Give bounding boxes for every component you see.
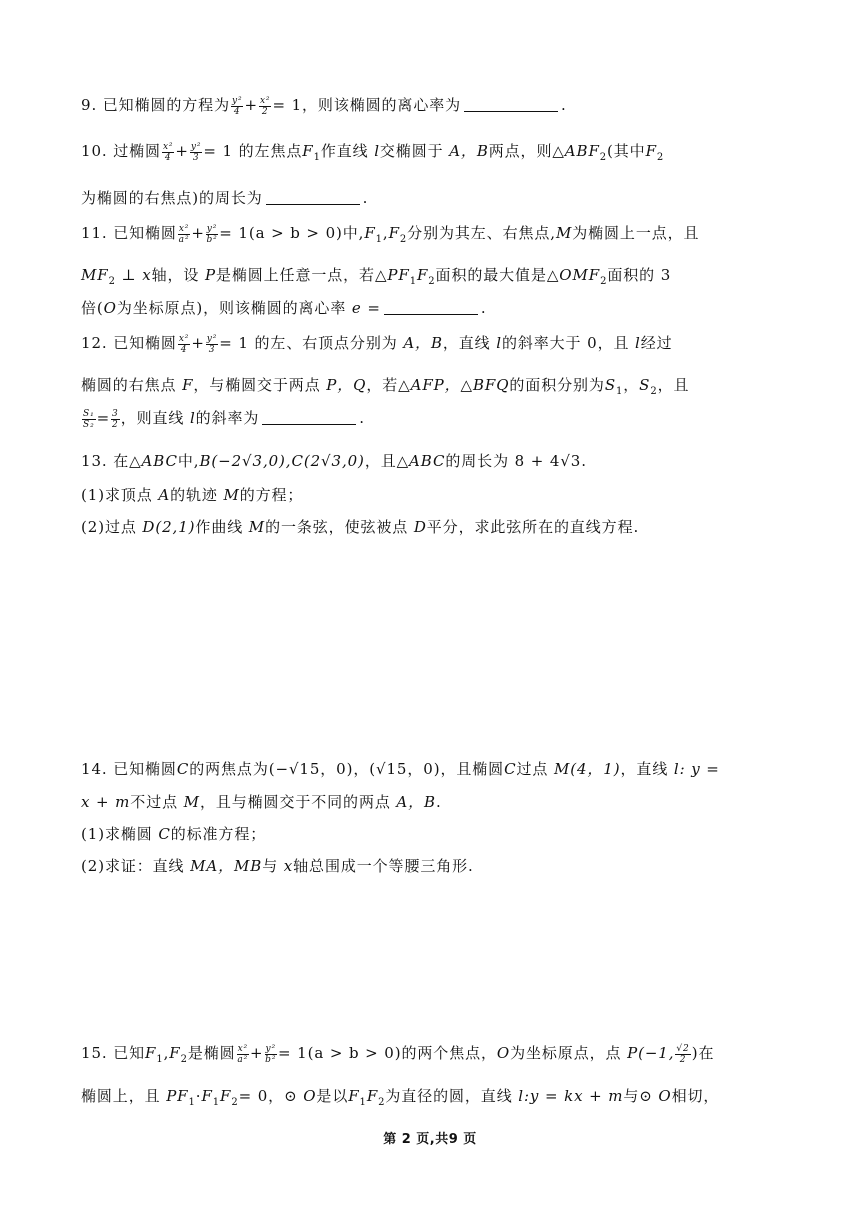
fraction: $\frac{\text{y²}}{\text{b²}}$ <box>206 223 218 245</box>
fraction: $\frac{\text{y²}}{3}$ <box>190 141 202 163</box>
problem-11-line-1: 11. 已知椭圆 $\frac{\text{x²}}{\text{a²}}$ + $\frac{\text{y²}}{\text{b²}}$ = 1(a > b > 0)中$,F_1,F_2$分别为其左、右焦点,M为椭圆上一点，且 <box>81 223 700 245</box>
fraction: $\frac{\text{x²}}{2}$ <box>259 95 271 117</box>
fraction: $\frac{\text{x²}}{4}$ <box>178 333 190 355</box>
answer-blank[interactable] <box>384 300 478 315</box>
fraction: $\frac{\text{x²}}{\text{a²}}$ <box>237 1043 249 1065</box>
problem-15-line-2: 椭圆上，且 $PF_1\cdot F_1F_2= 0$，⊙ O是以$F_1F_2$为直径的圆，直线 l:y = kx + m与⊙ O相切， <box>81 1087 720 1108</box>
answer-blank[interactable] <box>262 410 356 425</box>
problem-11-line-2: $MF_2$ ⊥ x轴，设 P是椭圆上任意一点，若$\triangle PF_1F_2$面积的最大值是$\triangle OMF_2$面积的 3 <box>81 266 672 287</box>
problem-12-line-3: $\frac{\text{S₁}}{\text{S₂}}$ = $\frac{3}{2}$ ，则直线 l的斜率为 . <box>83 408 365 430</box>
answer-blank[interactable] <box>266 190 360 205</box>
fraction: $\frac{\text{S₁}}{\text{S₂}}$ <box>83 408 95 430</box>
problem-14-line-2: x + m不过点 M，且与椭圆交于不同的两点 A，B. <box>81 793 442 811</box>
problem-10-line-2: 为椭圆的右焦点)的周长为 . <box>81 189 369 207</box>
problem-11-line-3: 倍(O为坐标原点)，则该椭圆的离心率 e = . <box>81 299 487 317</box>
problem-13-q1: (1)求顶点 A的轨迹 M的方程； <box>81 486 304 504</box>
fraction: $\frac{\text{y²}}{\text{b²}}$ <box>265 1043 277 1065</box>
problem-13-q2: (2)过点 D(2,1)作曲线 M的一条弦，使弦被点 D平分，求此弦所在的直线方程. <box>81 518 640 536</box>
problem-9: 9. 已知椭圆的方程为 $\frac{\text{y²}}{4}$ + $\frac{\text{x²}}{2}$ = 1，则该椭圆的离心率为 . <box>81 95 567 117</box>
page-footer: 第 2 页,共9 页 <box>383 1132 477 1147</box>
problem-14-line-1: 14. 已知椭圆C的两焦点为(−√15，0)，(√15，0)，且椭圆C过点 M(4，1)，直线 l: y = <box>81 760 720 778</box>
text: = 1，则该椭圆的离心率为 <box>272 96 462 114</box>
problem-13-line-1: 13. 在△ABC中,B(−2√3,0),C(2√3,0)，且△ABC的周长为 8 + 4√3. <box>81 452 587 470</box>
fraction: $\frac{3}{2}$ <box>112 408 119 430</box>
problem-12-line-1: 12. 已知椭圆 $\frac{\text{x²}}{4}$ + $\frac{\text{y²}}{3}$ = 1 的左、右顶点分别为 A，B，直线 l的斜率大于 0，且 l经过 <box>81 333 673 355</box>
fraction: $\frac{\text{y²}}{3}$ <box>206 333 218 355</box>
fraction: $\frac{\text{x²}}{\text{a²}}$ <box>178 223 190 245</box>
problem-10-line-1: 10. 过椭圆 $\frac{\text{x²}}{4}$ + $\frac{\text{y²}}{3}$ = 1 的左焦点$F_1$作直线 l交椭圆于 A，B两点，则$\triangle ABF_2$(其中$F_2$ <box>81 141 665 163</box>
problem-14-q2: (2)求证：直线 MA，MB与 x轴总围成一个等腰三角形. <box>81 857 474 875</box>
problem-12-line-2: 椭圆的右焦点 F，与椭圆交于两点 P，Q，若△AFP，△BFQ的面积分别为$S_1$，$S_2$，且 <box>81 376 690 397</box>
problem-14-q1: (1)求椭圆 C的标准方程； <box>81 825 267 843</box>
answer-blank[interactable] <box>464 97 558 112</box>
fraction: $\frac{\text{y²}}{4}$ <box>231 95 243 117</box>
problem-15-line-1: 15. 已知$F_1,F_2$是椭圆 $\frac{\text{x²}}{\text{a²}}$ + $\frac{\text{y²}}{\text{b²}}$ = 1(a > b > 0)的两个焦点，O为坐标原点，点 P(−1, $\frac{√2}{2}$ )在 <box>81 1043 715 1065</box>
fraction: $\frac{\text{x²}}{4}$ <box>162 141 174 163</box>
fraction: $\frac{√2}{2}$ <box>676 1043 690 1065</box>
text: 9. 已知椭圆的方程为 <box>81 96 230 114</box>
